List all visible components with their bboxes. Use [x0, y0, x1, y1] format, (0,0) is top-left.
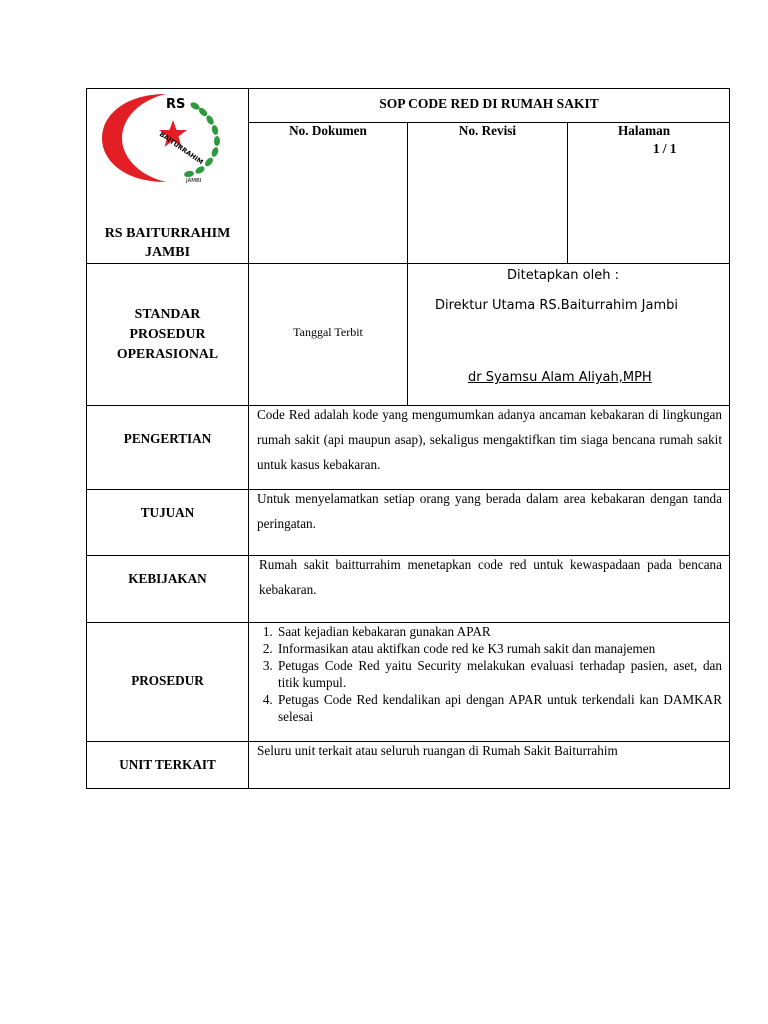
sop-label-line3: OPERASIONAL [116, 346, 219, 361]
director-name: dr Syamsu Alam Aliyah,MPH [468, 370, 652, 385]
logo-ring-text: BAITURRAHIM [157, 130, 205, 167]
ditetapkan-label: Ditetapkan oleh : [507, 268, 619, 283]
logo-city-text: JAMBI [186, 178, 202, 184]
halaman-value: 1 / 1 [653, 141, 677, 156]
prosedur-step: 2. Informasikan atau aktifkan code red ke K3 rumah sakit dan manajemen [276, 640, 722, 657]
hospital-logo [100, 90, 230, 185]
director-title: Direktur Utama RS.Baiturrahim Jambi [435, 298, 679, 313]
crescent-shape [102, 94, 166, 182]
hospital-name-line1: RS BAITURRAHIM [104, 226, 231, 241]
tanggal-terbit-label: Tanggal Terbit [293, 325, 363, 339]
sop-label [87, 304, 248, 364]
hospital-name-line2: JAMBI [144, 245, 191, 260]
hospital-name [87, 224, 248, 262]
document-title: SOP CODE RED DI RUMAH SAKIT [379, 96, 599, 111]
tujuan-text: Untuk menyelamatkan setiap orang yang berada dalam area kebakaran dengan tanda peringatan. [257, 491, 722, 531]
pengertian-text: Code Red adalah kode yang mengumumkan adanya ancaman kebakaran di lingkungan rumah sakit (api maupun asap), sekaligus mengaktifkan tim siaga bencana rumah sakit untuk kasus kebakaran. [257, 407, 722, 472]
unit-terkait-label: UNIT TERKAIT [119, 757, 216, 772]
prosedur-step: 3. Petugas Code Red yaitu Security melakukan evaluasi terhadap pasien, aset, dan titik kumpul. [276, 657, 722, 691]
sop-label-line2: PROSEDUR [129, 326, 206, 341]
kebijakan-label: KEBIJAKAN [128, 571, 207, 586]
halaman-label: Halaman [618, 123, 671, 138]
no-revisi-label: No. Revisi [458, 123, 517, 138]
prosedur-step: 4. Petugas Code Red kendalikan api dengan APAR untuk terkendali kan DAMKAR selesai [276, 691, 722, 725]
no-dokumen-label: No. Dokumen [289, 123, 367, 138]
tujuan-label: TUJUAN [140, 505, 195, 520]
unit-terkait-text: Seluru unit terkait atau seluruh ruangan di Rumah Sakit Baiturrahim [257, 743, 618, 758]
prosedur-steps [250, 623, 722, 725]
prosedur-list [250, 623, 722, 725]
sop-label-line1: STANDAR [134, 306, 201, 321]
pengertian-label: PENGERTIAN [123, 431, 212, 446]
kebijakan-text: Rumah sakit baitturrahim menetapkan code red untuk kewaspadaan pada bencana kebakaran. [259, 557, 722, 597]
prosedur-label: PROSEDUR [131, 673, 204, 688]
prosedur-step: 1. Saat kejadian kebakaran gunakan APAR [276, 623, 722, 640]
logo-rs-text: RS [166, 97, 186, 112]
